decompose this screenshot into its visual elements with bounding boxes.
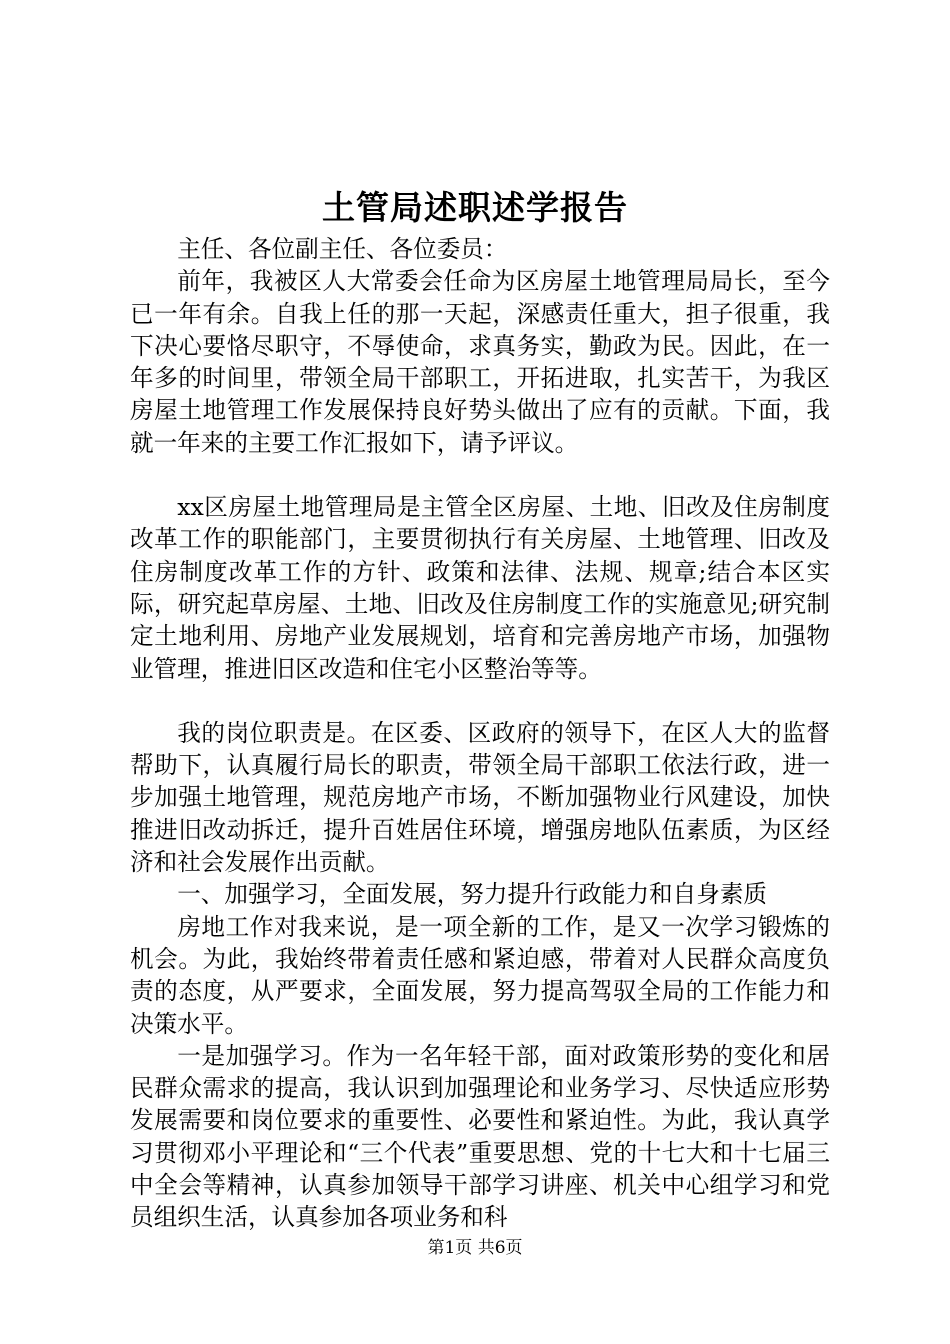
page-number-footer: 第1页 共6页 [427,1238,523,1258]
document-title: 土管局述职述学报告 [322,188,628,227]
bureau-duties-paragraph: xx区房屋土地管理局是主管全区房屋、土地、旧改及住房制度改革工作的职能部门，主要贯彻执行有关房屋、土地管理、旧改及住房制度改革工作的方针、政策和法律、法规、规章;结合本区实际，研究起草房屋、土地、旧改及住房制度工作的实施意见;研究制定土地利用、房地产业发展规划，培育和完善房地产市场，加强物业管理，推进旧区改造和住宅小区整治等等。 [130,493,830,683]
position-duties-paragraph: 我的岗位职责是。在区委、区政府的领导下，在区人大的监督帮助下，认真履行局长的职责，带领全局干部职工依法行政，进一步加强土地管理，规范房地产市场，不断加强物业行风建设，加快推进旧改动拆迁，提升百姓居住环境，增强房地队伍素质，为区经济和社会发展作出贡献。 [130,718,830,877]
salutation-paragraph: 主任、各位副主任、各位委员： [177,235,508,263]
intro-paragraph: 前年，我被区人大常委会任命为区房屋土地管理局局长，至今已一年有余。自我上任的那一天起，深感责任重大，担子很重，我下决心要恪尽职守，不辱使命，求真务实，勤政为民。因此，在一年多的时间里，带领全局干部职工，开拓进取，扎实苦干，为我区房屋土地管理工作发展保持良好势头做出了应有的贡献。下面，我就一年来的主要工作汇报如下，请予评议。 [130,267,830,457]
section-1-point-1-paragraph: 一是加强学习。作为一名年轻干部，面对政策形势的变化和居民群众需求的提高，我认识到加强理论和业务学习、尽快适应形势发展需要和岗位要求的重要性、必要性和紧迫性。为此，我认真学习贯彻邓小平理论和“三个代表”重要思想、党的十七大和十七届三中全会等精神，认真参加领导干部学习讲座、机关中心组学习和党员组织生活，认真参加各项业务和科 [130,1041,830,1232]
section-1-intro-paragraph: 房地工作对我来说，是一项全新的工作，是又一次学习锻炼的机会。为此，我始终带着责任感和紧迫感，带着对人民群众高度负责的态度，从严要求，全面发展，努力提高驾驭全局的工作能力和决策水平。 [130,912,830,1038]
document-body [130,233,830,1234]
section-heading-1: 一、加强学习，全面发展，努力提升行政能力和自身素质 [177,880,768,909]
